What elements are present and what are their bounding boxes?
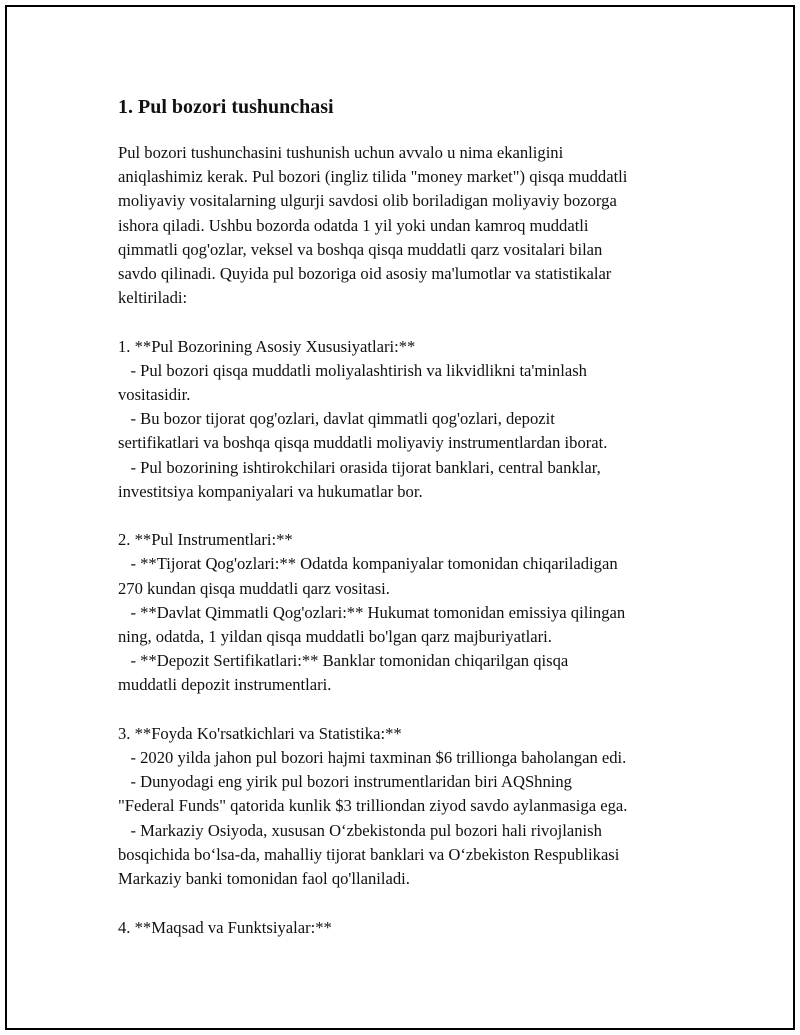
document-content	[118, 94, 688, 940]
section-heading: 1. Pul bozori tushunchasi	[118, 96, 334, 118]
body-text: Pul bozori tushunchasini tushunish uchun avvalo u nima ekanligini aniqlashimiz kerak. Pul bozori (ingliz tilida "money market") qisqa muddatli moliyaviy vositalarning ulgurji savdosi olib boriladigan moliyaviy bozorga ishora qiladi. Ushbu bozorda odatda 1 yil yoki undan kamroq muddatli qimmatli qog'ozlar, veksel va boshqa qisqa muddatli qarz vositalari bilan savdo qilinadi. Quyida pul bozoriga oid asosiy ma'lumotlar va statistikalar keltiriladi: 1. **Pul Bozorining Asosiy Xususiyatlari:** - Pul bozori qisqa muddatli moliyalashtirish va likvidlikni ta'minlash vositasidir. - Bu bozor tijorat qog'ozlari, davlat qimmatli qog'ozlari, depozit sertifikatlari va boshqa qisqa muddatli moliyaviy instrumentlardan iborat. - Pul bozorining ishtirokchilari orasida tijorat banklari, central banklar, investitsiya kompaniyalari va hukumatlar bor. 2. **Pul Instrumentlari:** - **Tijorat Qog'ozlari:** Odatda kompaniyalar tomonidan chiqariladigan 270 kundan qisqa muddatli qarz vositasi. - **Davlat Qimmatli Qog'ozlari:** Hukumat tomonidan emissiya qilingan ning, odatda, 1 yildan qisqa muddatli bo'lgan qarz majburiyatlari. - **Depozit Sertifikatlari:** Banklar tomonidan chiqarilgan qisqa muddatli depozit instrumentlari. 3. **Foyda Ko'rsatkichlari va Statistika:** - 2020 yilda jahon pul bozori hajmi taxminan $6 trillionga baholangan edi. - Dunyodagi eng yirik pul bozori instrumentlaridan biri AQShning "Federal Funds" qatorida kunlik $3 trilliondan ziyod savdo aylanmasiga ega. - Markaziy Osiyoda, xususan O‘zbekistonda pul bozori hali rivojlanish bosqichida bo‘lsa-da, mahalliy tijorat banklari va O‘zbekiston Respublikasi Markaziy banki tomonidan faol qo'llaniladi. 4. **Maqsad va Funktsiyalar:**	[118, 143, 628, 937]
